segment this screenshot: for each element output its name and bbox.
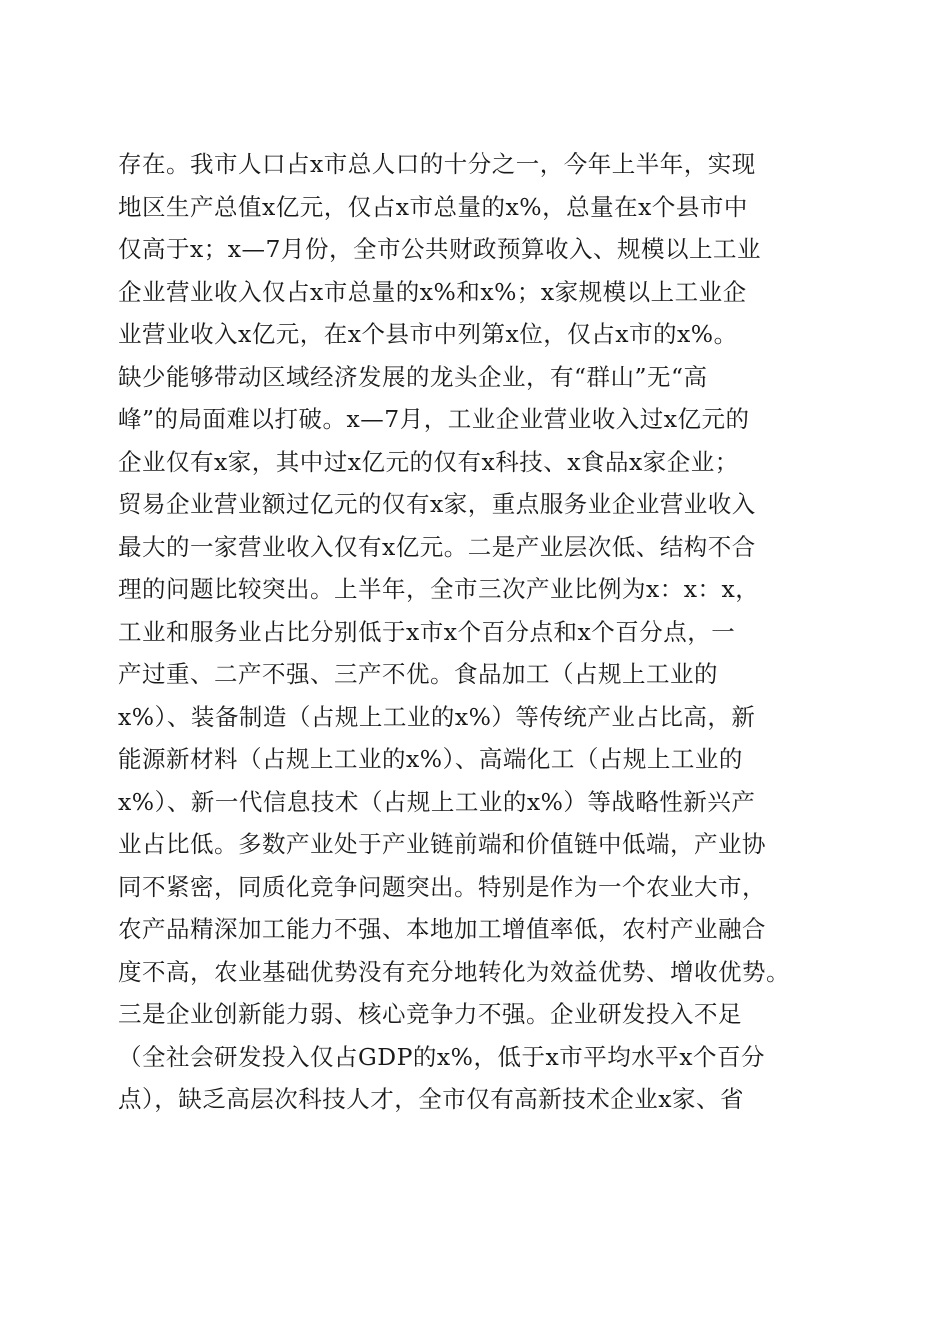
text-line-3: 仅高于x；x—7月份，全市公共财政预算收入、规模以上工业 [118, 235, 761, 263]
text-line-16: x%）、新一代信息技术（占规上工业的x%）等战略性新兴产 [118, 787, 756, 816]
text-line-14: x%）、装备制造（占规上工业的x%）等传统产业占比高，新 [118, 702, 756, 731]
text-line-1: 存在。我市人口占x市总人口的十分之一，今年上半年，实现 [118, 150, 756, 178]
text-line-21: 三是企业创新能力弱、核心竞争力不强。企业研发投入不足 [118, 1000, 742, 1028]
text-line-18: 同不紧密，同质化竞争问题突出。特别是作为一个农业大市， [118, 872, 766, 901]
text-line-12: 工业和服务业占比分别低于x市x个百分点和x个百分点，一 [118, 617, 736, 646]
text-line-2: 地区生产总值x亿元，仅占x市总量的x%，总量在x个县市中 [118, 192, 748, 221]
text-line-4: 企业营业收入仅占x市总量的x%和x%；x家规模以上工业企 [118, 277, 747, 306]
text-line-5: 业营业收入x亿元，在x个县市中列第x位，仅占x市的x%。 [118, 320, 738, 348]
text-line-20: 度不高，农业基础优势没有充分地转化为效益优势、增收优势。 [118, 957, 790, 986]
text-line-10: 最大的一家营业收入仅有x亿元。二是产业层次低、结构不合 [118, 532, 756, 561]
text-line-7: 峰”的局面难以打破。x—7月，工业企业营业收入过x亿元的 [118, 405, 750, 433]
body-text [118, 143, 848, 1121]
text-line-22: （全社会研发投入仅占GDP的x%，低于x市平均水平x个百分 [118, 1042, 766, 1071]
text-line-15: 能源新材料（占规上工业的x%）、高端化工（占规上工业的 [118, 745, 743, 773]
text-line-6: 缺少能够带动区域经济发展的龙头企业，有“群山”无“高 [118, 362, 708, 391]
text-line-23: 点），缺乏高层次科技人才，全市仅有高新技术企业x家、省 [118, 1085, 745, 1113]
text-line-8: 企业仅有x家，其中过x亿元的仅有x科技、x食品x家企业； [118, 447, 739, 476]
text-line-17: 业占比低。多数产业处于产业链前端和价值链中低端，产业协 [118, 830, 766, 858]
text-line-9: 贸易企业营业额过亿元的仅有x家，重点服务业企业营业收入 [118, 490, 756, 518]
text-line-11: 理的问题比较突出。上半年，全市三次产业比例为x：x：x， [118, 575, 760, 603]
text-line-13: 产过重、二产不强、三产不优。食品加工（占规上工业的 [118, 660, 718, 688]
text-line-19: 农产品精深加工能力不强、本地加工增值率低，农村产业融合 [118, 915, 766, 943]
